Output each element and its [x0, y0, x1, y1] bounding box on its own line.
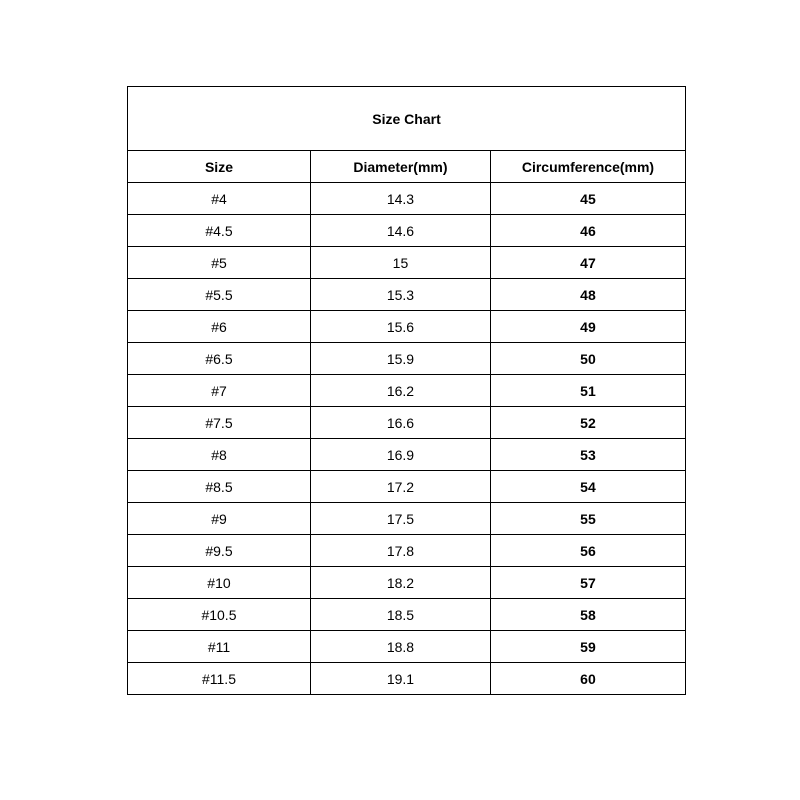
table-body [128, 183, 686, 695]
diameter-cell: 15.6 [310, 311, 490, 343]
diameter-cell: 16.2 [310, 375, 490, 407]
diameter-cell: 17.2 [310, 471, 490, 503]
size-cell: #8 [128, 439, 311, 471]
size-cell: #8.5 [128, 471, 311, 503]
circumference-cell: 60 [490, 663, 685, 695]
diameter-cell: 15.9 [310, 343, 490, 375]
size-cell: #4.5 [128, 215, 311, 247]
circumference-cell: 45 [490, 183, 685, 215]
table-row [128, 183, 686, 215]
diameter-cell: 14.3 [310, 183, 490, 215]
circumference-cell: 55 [490, 503, 685, 535]
diameter-cell: 18.8 [310, 631, 490, 663]
size-cell: #5 [128, 247, 311, 279]
circumference-cell: 52 [490, 407, 685, 439]
header-circumference: Circumference(mm) [490, 151, 685, 183]
size-cell: #10.5 [128, 599, 311, 631]
circumference-cell: 53 [490, 439, 685, 471]
circumference-cell: 50 [490, 343, 685, 375]
table-row [128, 343, 686, 375]
table-row [128, 375, 686, 407]
table-row [128, 471, 686, 503]
diameter-cell: 15.3 [310, 279, 490, 311]
circumference-cell: 51 [490, 375, 685, 407]
table-row [128, 599, 686, 631]
diameter-cell: 16.6 [310, 407, 490, 439]
size-chart-table [127, 86, 686, 695]
size-cell: #7.5 [128, 407, 311, 439]
header-size: Size [128, 151, 311, 183]
table-row [128, 503, 686, 535]
table-row [128, 567, 686, 599]
circumference-cell: 54 [490, 471, 685, 503]
table-row [128, 407, 686, 439]
table-row [128, 439, 686, 471]
size-cell: #11.5 [128, 663, 311, 695]
size-cell: #10 [128, 567, 311, 599]
table-row [128, 247, 686, 279]
table-row [128, 663, 686, 695]
title-row [128, 87, 686, 151]
circumference-cell: 47 [490, 247, 685, 279]
size-cell: #4 [128, 183, 311, 215]
circumference-cell: 59 [490, 631, 685, 663]
diameter-cell: 19.1 [310, 663, 490, 695]
diameter-cell: 16.9 [310, 439, 490, 471]
size-cell: #9 [128, 503, 311, 535]
size-cell: #7 [128, 375, 311, 407]
size-cell: #9.5 [128, 535, 311, 567]
circumference-cell: 58 [490, 599, 685, 631]
size-cell: #6 [128, 311, 311, 343]
diameter-cell: 18.5 [310, 599, 490, 631]
diameter-cell: 15 [310, 247, 490, 279]
diameter-cell: 18.2 [310, 567, 490, 599]
circumference-cell: 56 [490, 535, 685, 567]
circumference-cell: 49 [490, 311, 685, 343]
header-diameter: Diameter(mm) [310, 151, 490, 183]
size-cell: #6.5 [128, 343, 311, 375]
diameter-cell: 14.6 [310, 215, 490, 247]
table-title: Size Chart [128, 87, 686, 151]
table-row [128, 631, 686, 663]
table-row [128, 535, 686, 567]
size-cell: #11 [128, 631, 311, 663]
diameter-cell: 17.8 [310, 535, 490, 567]
table-row [128, 215, 686, 247]
size-cell: #5.5 [128, 279, 311, 311]
table-row [128, 311, 686, 343]
header-row [128, 151, 686, 183]
circumference-cell: 57 [490, 567, 685, 599]
circumference-cell: 48 [490, 279, 685, 311]
circumference-cell: 46 [490, 215, 685, 247]
diameter-cell: 17.5 [310, 503, 490, 535]
table-row [128, 279, 686, 311]
